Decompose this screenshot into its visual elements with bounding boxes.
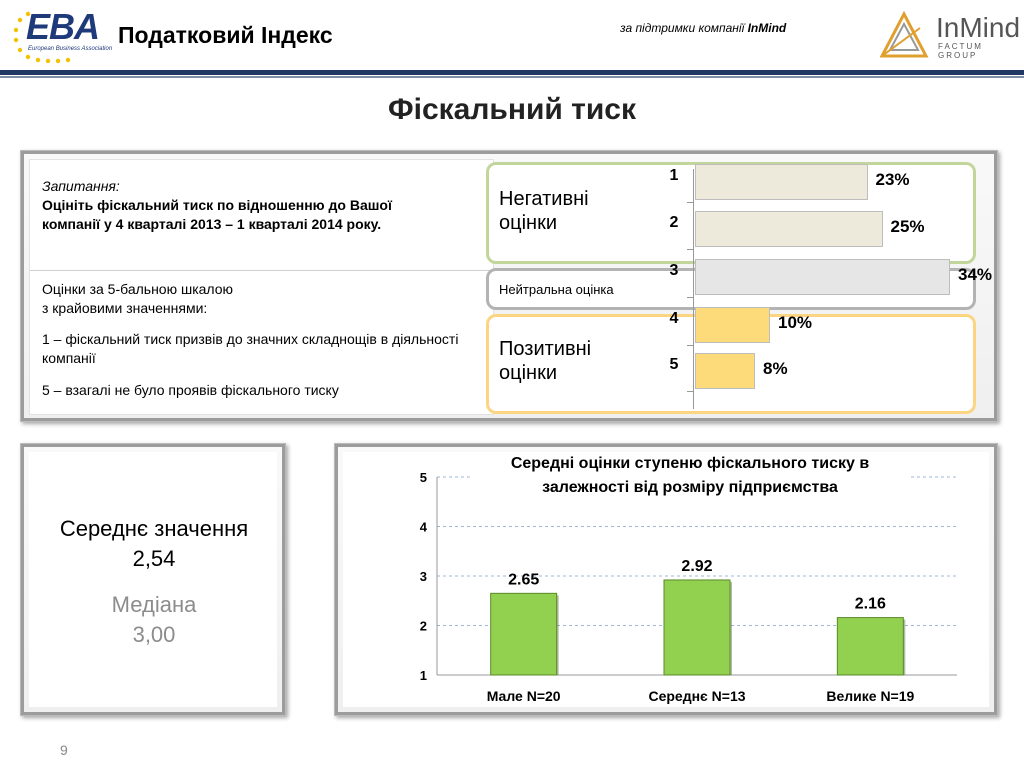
score-label-5: 5 [669,356,679,373]
y-tick-label: 4 [419,519,427,535]
scale-min-description: 1 – фіскальний тиск призвів до значних складнощів в діяльності компанії [42,331,459,366]
slide-title: Фіскальний тиск [388,93,636,126]
distribution-bar-4 [695,307,770,343]
distribution-value-1: 23% [875,170,910,189]
x-category-label: Велике N=19 [826,688,915,704]
header-divider [0,70,1024,75]
inmind-logo-sub: FACTUM GROUP [938,42,983,60]
distribution-value-2: 25% [890,217,925,236]
bar [491,593,557,675]
eba-logo-text: EBA [26,6,100,47]
median-label: Медіана [111,592,197,617]
distribution-bar-2 [695,211,883,247]
mean-value: 2,54 [132,546,176,571]
score-label-1: 1 [669,167,679,184]
question-label: Запитання: [42,178,120,194]
support-prefix: за підтримки компанії [620,21,745,35]
distribution-value-4: 10% [778,313,813,332]
y-tick-label: 1 [419,668,427,683]
support-company: InMind [747,21,787,35]
score-label-4: 4 [669,310,679,327]
score-label-3: 3 [669,262,679,279]
positive-group-label: Позитивні оцінки [499,338,592,384]
bar-value-label: 2.65 [508,571,540,589]
summary-inner [29,452,277,707]
x-category-label: Середнє N=13 [648,688,746,704]
bar [664,580,730,675]
distribution-tick [687,391,693,392]
distribution-tick [687,345,693,346]
inmind-logo-name: InMind [936,12,1021,43]
distribution-bar-3 [695,259,950,295]
question-text: Оцініть фіскальний тиск по відношенню до Вашої компанії у 4 кварталі 2013 – 1 кварталі 2014 року. [42,197,392,232]
distribution-bar-1 [695,164,868,200]
scale-description: Оцінки за 5-бальною шкалою з крайовими значеннями: [42,281,234,316]
page-number: 9 [60,742,68,758]
bar-value-label: 2.16 [854,595,886,613]
negative-group-label: Негативні оцінки [499,188,589,234]
neutral-group-label: Нейтральна оцінка [499,282,614,297]
header [0,0,1024,72]
distribution-tick [687,249,693,250]
summary-panel [20,443,286,716]
question-box [29,159,494,415]
distribution-value-5: 8% [763,359,788,378]
distribution-axis [693,169,694,409]
scale-max-description: 5 – взагалі не було проявів фіскального тиску [42,382,339,398]
distribution-bar-5 [695,353,755,389]
support-note [620,21,786,35]
chart-title: Середні оцінки ступеню фіскального тиску в залежності від розміру підприємства [470,452,910,500]
mean-label: Середнє значення [59,516,249,541]
y-tick-label: 3 [419,569,427,584]
x-category-label: Мале N=20 [486,688,561,704]
distribution-tick [687,202,693,203]
bar [837,618,903,675]
eba-logo-subtext: European Business Association [28,46,113,52]
score-label-2: 2 [669,214,679,231]
y-tick-label: 2 [419,618,427,634]
question-divider [30,270,495,271]
median-value: 3,00 [132,622,176,647]
y-tick-label: 5 [419,470,427,485]
header-divider-thin [0,76,1024,78]
distribution-panel [20,150,998,422]
distribution-value-3: 34% [958,265,993,284]
bar-value-label: 2.92 [681,557,713,575]
app-title: Податковий Індекс [118,22,333,48]
distribution-tick [687,297,693,298]
